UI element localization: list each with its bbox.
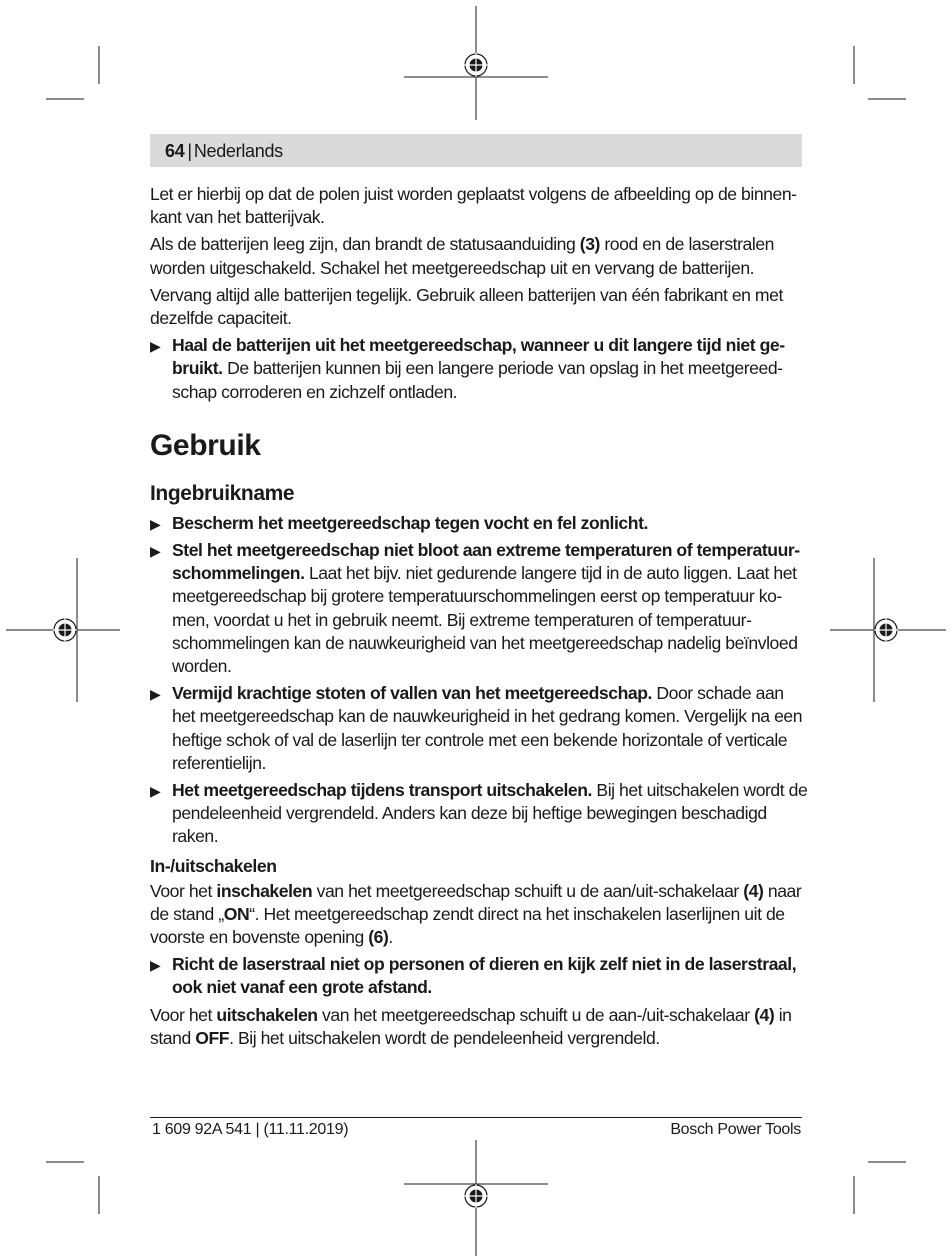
bullet-text: De batterijen kunnen bij een langere periode van opslag in het meetgereed-schap corroderen en zichzelf ontladen. [172, 358, 783, 402]
section-title: Gebruik [150, 428, 261, 462]
bullet-extreme-temperatures [150, 539, 810, 678]
registration-mark-top [464, 53, 488, 77]
paragraph-switch-off [150, 1004, 810, 1050]
footer-rule [150, 1117, 802, 1118]
bullet-transport-switch-off [150, 779, 810, 849]
page-body [150, 183, 810, 1054]
bold-run: uitschakelen [216, 1004, 318, 1025]
bold-run: inschakelen [216, 880, 313, 901]
text-run: Voor het [150, 880, 217, 901]
bullet-text: Door schade aan het meetgereedschap kan de nauwkeurigheid in het gedrang komen. Vergelijk na een heftige schok of val de laserlijn ter controle met een bekende horizontale of verticale referentielijn. [172, 683, 803, 773]
page-header [150, 134, 802, 167]
bullet-bold-text: Haal de batterijen uit het meetgereedschap, wanneer u dit langere tijd niet ge-bruikt. [172, 335, 785, 379]
bullet-text: Laat het bijv. niet gedurende langere tijd in de auto liggen. Laat het meetgereedschap bij grotere temperatuurschommelingen eerst op temperatuur ko-men, voordat u het in gebruik neemt. Bij extreme temperaturen of temperatuur-schommelingen kan de nauwkeurigheid van het meetgereedschap nadelig beïnvloed worden. [172, 563, 798, 677]
bullet-bold-text: Vermijd krachtige stoten of vallen van het meetgereedschap. [172, 683, 652, 704]
paragraph-battery-polarity: Let er hierbij op dat de polen juist worden geplaatst volgens de afbeelding op de binnen-kant van het batterijvak. [150, 184, 797, 228]
text-run: naar de stand „ [150, 880, 802, 924]
registration-mark-bottom [464, 1184, 488, 1208]
text-run: . [388, 927, 393, 948]
reference-number: (3) [579, 234, 600, 255]
bullet-arrow-icon: ▶ [150, 686, 161, 703]
header-separator: | [187, 141, 192, 161]
footer-brand: Bosch Power Tools [670, 1121, 801, 1138]
reference-number: (4) [743, 880, 764, 901]
bullet-arrow-icon: ▶ [150, 543, 161, 560]
text-run: “. Het meetgereedschap zendt direct na het inschakelen laserlijnen uit de voorste en bovenste opening [150, 903, 785, 948]
text-run: . Bij het uitschakelen wordt de pendeleenheid vergrendeld. [229, 1027, 660, 1048]
bullet-protect-moisture [150, 512, 810, 535]
paragraph-battery-replace: Vervang altijd alle batterijen tegelijk. Gebruik alleen batterijen van één fabrikant en met dezelfde capaciteit. [150, 284, 783, 329]
reference-number: (4) [754, 1004, 775, 1025]
header-language: Nederlands [193, 141, 283, 161]
switch-heading: In-/uitschakelen [150, 855, 277, 876]
bullet-bold-text: Het meetgereedschap tijdens transport uitschakelen. [172, 780, 592, 801]
text-run: Voor het [150, 1004, 217, 1025]
bullet-avoid-shocks [150, 682, 810, 775]
bullet-bold-text: Bescherm het meetgereedschap tegen vocht en fel zonlicht. [172, 512, 648, 533]
text-run: rood en de laserstralen worden uitgeschakeld. Schakel het meetgereedschap uit en vervang de batterijen. [150, 234, 774, 278]
text-run: van het meetgereedschap schuift u de aan-/uit-schakelaar [317, 1004, 755, 1025]
paragraph-switch-on [150, 880, 810, 950]
bullet-arrow-icon: ▶ [150, 957, 161, 974]
bullet-remove-batteries [150, 334, 810, 404]
bullet-arrow-icon: ▶ [150, 515, 161, 532]
bullet-bold-text: Stel het meetgereedschap niet bloot aan extreme temperaturen of temperatuur-schommelingen. [172, 540, 800, 584]
page-number: 64 [165, 141, 185, 161]
registration-mark-left [53, 618, 77, 642]
reference-number: (6) [368, 927, 389, 948]
paragraph-battery-empty [150, 233, 810, 279]
text-run: van het meetgereedschap schuift u de aan/uit-schakelaar [312, 880, 744, 901]
bullet-arrow-icon: ▶ [150, 783, 161, 800]
bold-run: ON [223, 903, 250, 924]
footer-doc-number: 1 609 92A 541 | (11.11.2019) [152, 1121, 349, 1138]
bold-run: OFF [195, 1027, 230, 1048]
text-run: Als de batterijen leeg zijn, dan brandt de statusaanduiding [150, 234, 580, 255]
subsection-title: Ingebruikname [150, 481, 295, 505]
bullet-text: Bij het uitschakelen wordt de pendeleenheid vergrendeld. Anders kan deze bij heftige bewegingen beschadigd raken. [172, 780, 808, 847]
bullet-laser-warning [150, 953, 810, 999]
bullet-bold-text: Richt de laserstraal niet op personen of dieren en kijk zelf niet in de laserstraal, ook niet vanaf een grote afstand. [172, 954, 797, 998]
registration-mark-right [874, 618, 898, 642]
bullet-arrow-icon: ▶ [150, 338, 161, 355]
text-run: in stand [150, 1004, 792, 1048]
